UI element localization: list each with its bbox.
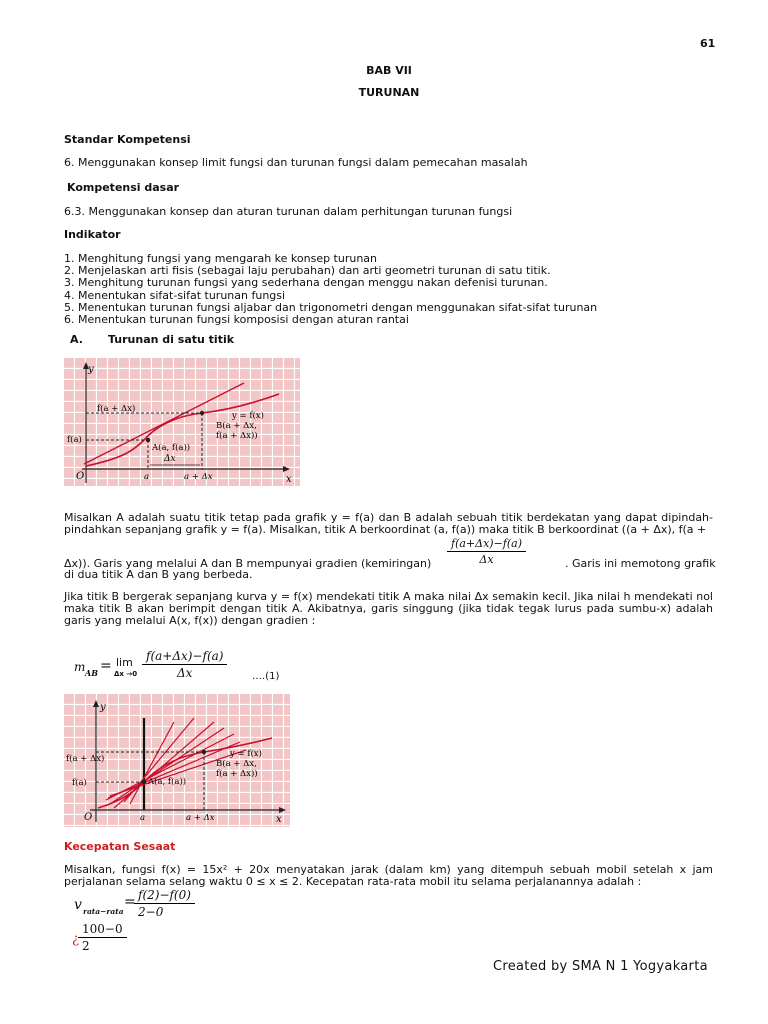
point-b xyxy=(202,750,206,754)
eq2-denominator: 2−0 xyxy=(138,905,164,919)
gradient-numerator: f(a+Δx)−f(a) xyxy=(447,537,526,552)
eq1-subscript: AB xyxy=(85,668,98,678)
equation-limit xyxy=(74,648,304,688)
standar-text: 6. Menggunakan konsep limit fungsi dan turunan fungsi dalam pemecahan masalah xyxy=(64,156,528,169)
point-a xyxy=(146,438,150,442)
eq2-subscript: rata−rata xyxy=(83,907,124,916)
graph-grid-background xyxy=(64,358,300,486)
label-a: a xyxy=(140,813,146,823)
origin-label: O xyxy=(84,812,93,823)
page-number: 61 xyxy=(700,37,716,50)
section-a-letter: A. xyxy=(70,333,83,346)
footer-credit: Created by SMA N 1 Yogyakarta xyxy=(493,959,708,974)
label-b-1: B(a + Δx, xyxy=(216,421,257,431)
label-b-2: f(a + Δx)) xyxy=(216,431,258,441)
eq1-m: m xyxy=(74,660,86,674)
label-fa: f(a) xyxy=(67,435,82,445)
gradient-denominator: Δx xyxy=(479,553,494,566)
derivative-graph-1 xyxy=(64,358,300,486)
label-y-fx: y = f(x) xyxy=(232,411,264,421)
label-fa-dx: f(a + Δx) xyxy=(66,754,105,764)
page-title: TURUNAN xyxy=(358,86,420,99)
point-b xyxy=(200,411,204,415)
chapter-label: BAB VII xyxy=(366,64,412,77)
indikator-item: 3. Menghitung turunan fungsi yang sederhana dengan menggu nakan defenisi turunan. xyxy=(64,276,548,290)
indikator-item: 1. Menghitung fungsi yang mengarah ke konsep turunan xyxy=(64,252,378,265)
y-axis-label: y xyxy=(100,702,106,713)
kompetensi-text: 6.3. Menggunakan konsep dan aturan turunan dalam perhitungan turunan fungsi xyxy=(64,205,513,218)
paragraph-secant: Misalkan A adalah suatu titik tetap pada grafik y = f(a) dan B adalah sebuah titik berdekatan yang dapat dipindah-pindahkan sepanjang grafik y = f(a). Misalkan, titik A berkoordinat (a, f(a)) maka titik B berkoordinat ((a + Δx), f(a + xyxy=(64,511,713,537)
paragraph-secant-line2-end: . Garis ini memotong grafik xyxy=(565,557,716,570)
equation-tag: ….(1) xyxy=(252,671,280,682)
equation-result xyxy=(72,922,152,956)
indikator-heading: Indikator xyxy=(64,228,121,241)
eq1-numerator: f(a+Δx)−f(a) xyxy=(142,649,227,665)
y-axis-label: y xyxy=(88,364,94,375)
eq3-fraction xyxy=(78,922,127,953)
eq2-fraction xyxy=(134,888,195,919)
label-delta-x: Δx xyxy=(164,454,176,464)
point-a xyxy=(142,780,146,784)
origin-label: O xyxy=(76,471,85,482)
label-fa: f(a) xyxy=(72,778,87,788)
eq3-denominator: 2 xyxy=(82,939,90,953)
section-a-title: Turunan di satu titik xyxy=(108,333,235,346)
eq1-lim-sub: Δx →0 xyxy=(114,670,138,678)
label-a-dx: a + Δx xyxy=(184,472,213,482)
label-a-point: A(a, f(a)) xyxy=(148,777,187,787)
label-y-fx: y = f(x) xyxy=(230,749,262,759)
indikator-item: 5. Menentukan turunan fungsi aljabar dan trigonometri dengan menggunakan sifat-sifat turunan xyxy=(64,300,598,314)
paragraph-secant-line3: di dua titik A dan B yang berbeda. xyxy=(64,568,253,581)
derivative-graph-2 xyxy=(64,694,290,827)
eq1-denominator: Δx xyxy=(177,666,193,680)
indikator-item: 6. Menentukan turunan fungsi komposisi dengan aturan rantai xyxy=(64,313,409,327)
standar-heading: Standar Kompetensi xyxy=(64,133,191,146)
indikator-item: 4. Menentukan sifat-sifat turunan fungsi xyxy=(64,288,286,302)
paragraph-secant-line2: Δx)). Garis yang melalui A dan B mempunyai gradien (kemiringan) xyxy=(64,557,432,570)
x-axis-label: x xyxy=(286,474,292,485)
kecepatan-heading: Kecepatan Sesaat xyxy=(64,840,176,853)
gradient-fraction xyxy=(447,537,526,566)
paragraph-tangent: Jika titik B bergerak sepanjang kurva y = f(x) mendekati titik A maka nilai Δx semakin kecil. Jika nilai h mendekati nol maka titik B akan berimpit dengan titik A. Akibatnya, garis singgung (jika tidak tegak lurus pada sumbu-x) adalah garis yang melalui A(x, f(x)) dengan gradien : xyxy=(64,590,713,628)
eq2-numerator: f(2)−f(0) xyxy=(134,888,195,904)
eq3-symbol: ¿ xyxy=(72,932,79,947)
eq2-equals: = xyxy=(124,894,136,910)
eq3-numerator: 100−0 xyxy=(78,922,127,938)
equation-velocity xyxy=(74,888,254,920)
eq1-equals: = xyxy=(100,658,112,674)
kompetensi-heading: Kompetensi dasar xyxy=(67,181,180,194)
label-a: a xyxy=(144,472,150,482)
label-b-2: f(a + Δx)) xyxy=(216,769,258,779)
eq1-lim: lim xyxy=(116,656,133,669)
indikator-item: 2. Menjelaskan arti fisis (sebagai laju perubahan) dan arti geometri turunan di satu titik. xyxy=(64,264,551,278)
label-a-point: A(a, f(a)) xyxy=(152,443,191,453)
x-axis-label: x xyxy=(276,814,282,825)
eq1-fraction xyxy=(142,649,227,680)
eq2-v: v xyxy=(74,897,82,913)
paragraph-velocity: Misalkan, fungsi f(x) = 15x² + 20x menyatakan jarak (dalam km) yang ditempuh sebuah mobil setelah x jam perjalanan selama selang waktu 0 ≤ x ≤ 2. Kecepatan rata-rata mobil itu selama perjalanannya adalah : xyxy=(64,863,713,889)
label-a-dx: a + Δx xyxy=(186,813,215,823)
indikator-list xyxy=(64,253,597,326)
label-fa-dx: f(a + Δx) xyxy=(97,404,136,414)
label-b-1: B(a + Δx, xyxy=(216,759,257,769)
